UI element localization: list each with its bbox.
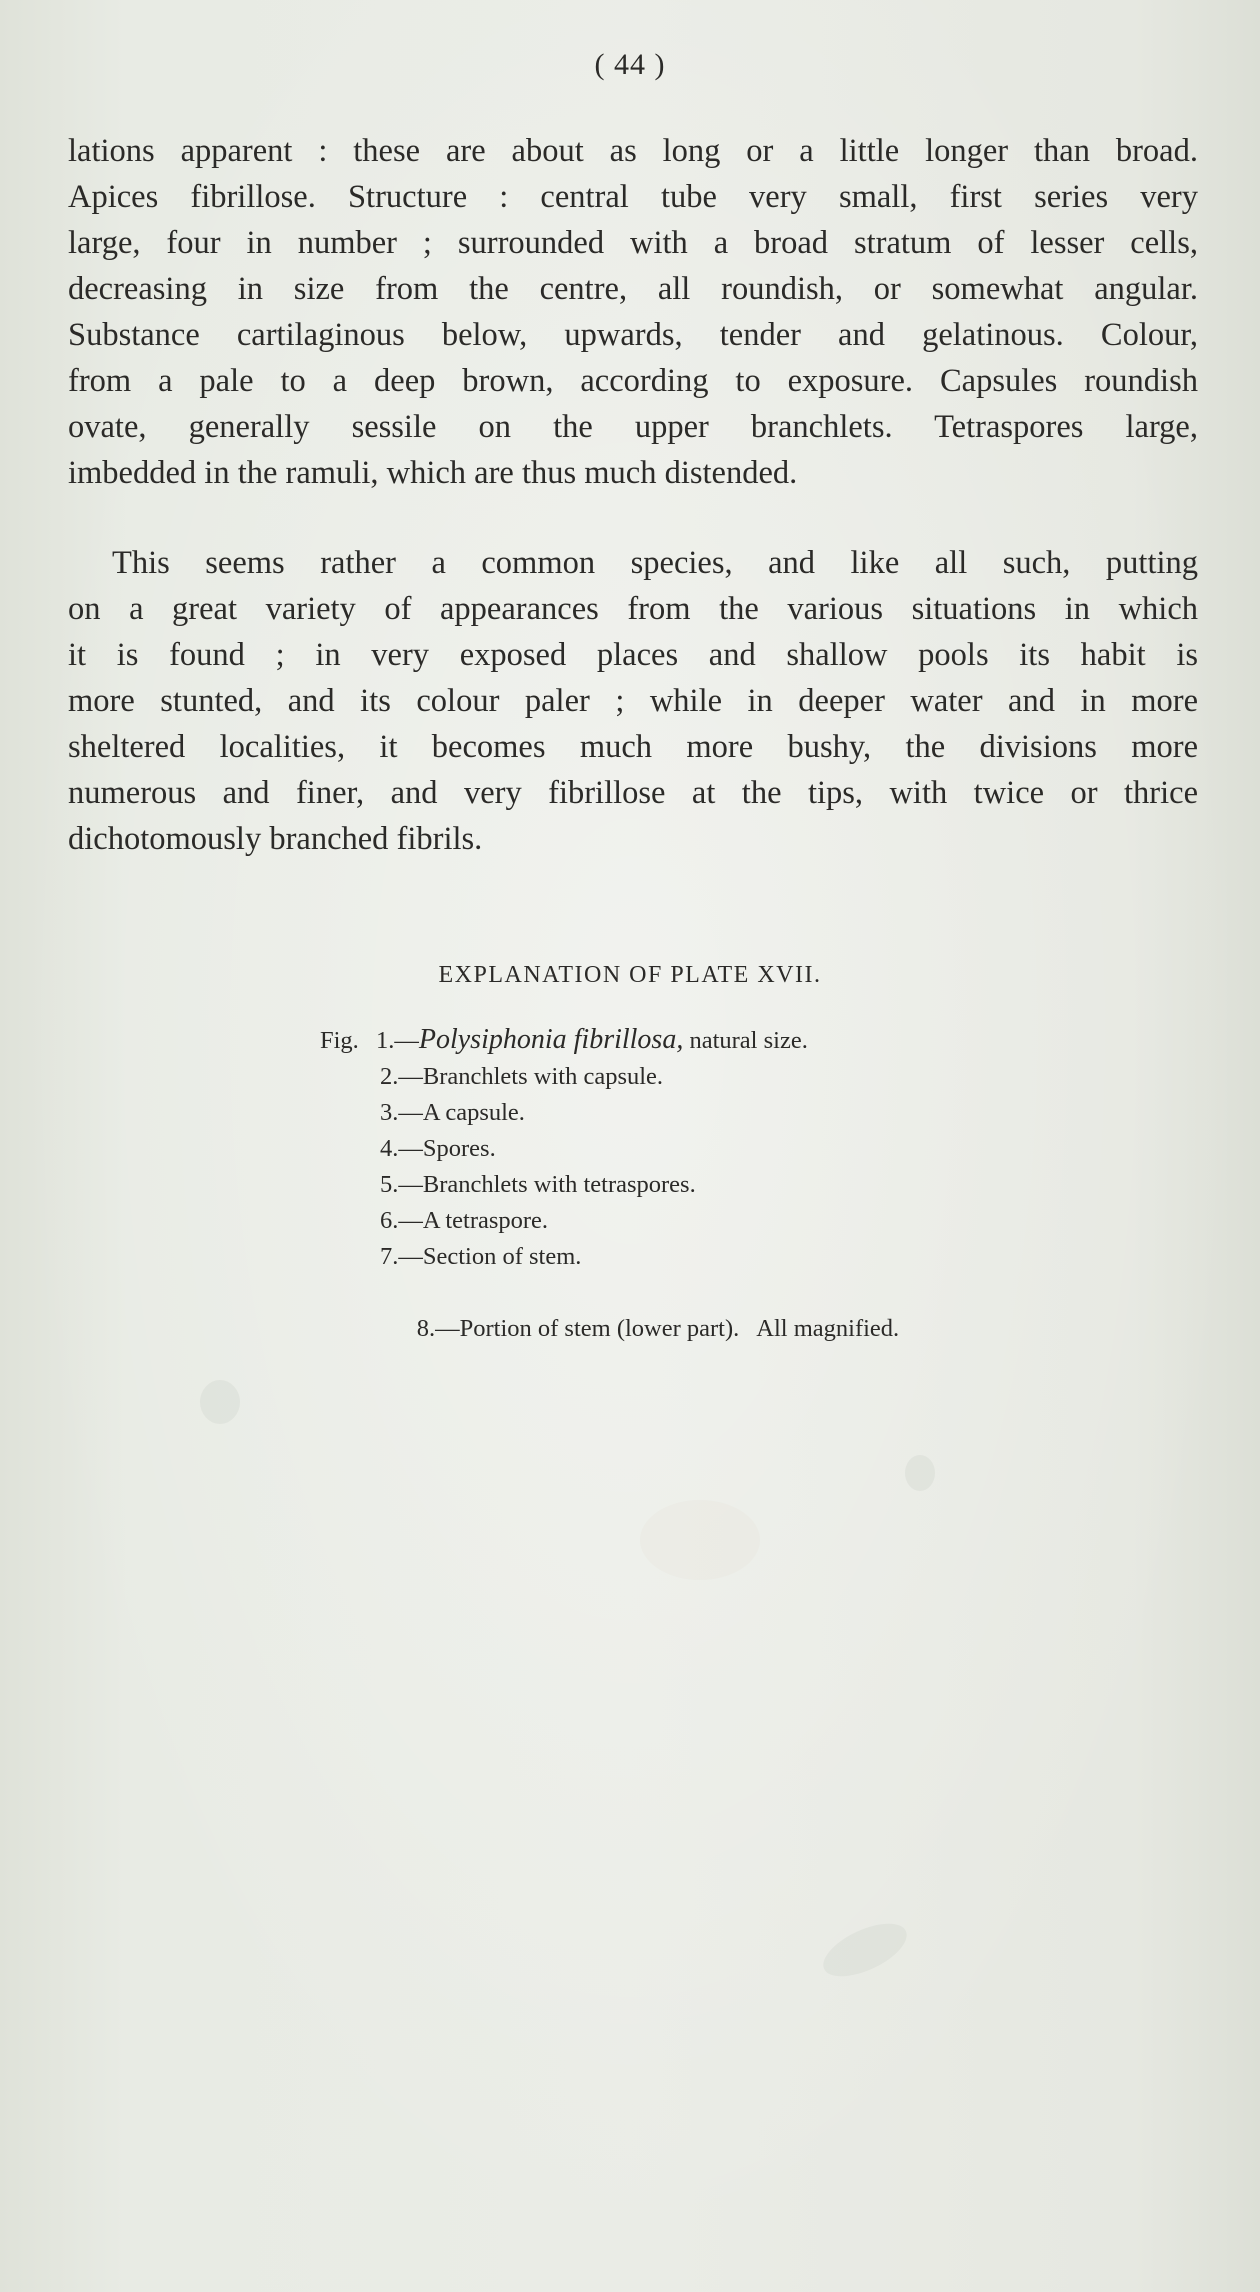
figure-item [320,1131,1080,1167]
plate-explanation-heading: EXPLANATION OF PLATE XVII. [438,962,822,988]
figure-number: 2.— [380,1063,423,1090]
paper-stain [905,1455,935,1491]
figure-caption: Branchlets with capsule. [422,1063,664,1090]
paragraph-1 [68,128,1198,496]
fig-prefix: Fig. [320,1027,359,1054]
figure-caption: Section of stem. [422,1243,582,1270]
paper-stain [816,1913,914,1987]
figure-caption: Portion of stem (lower part). All magnified. [459,1315,900,1342]
text-line: Apices fibrillose. Structure : central tube very small, first series very [68,179,1198,215]
figure-number: 7.— [380,1243,423,1270]
text-line: on a great variety of appearances from the various situations in which [68,591,1198,627]
text-line: decreasing in size from the centre, all roundish, or somewhat angular. [68,271,1198,307]
text-line: sheltered localities, it becomes much more bushy, the divisions more [68,729,1198,765]
figure-caption: Branchlets with tetraspores. [422,1171,696,1198]
figure-item [320,1059,1080,1095]
text-line: imbedded in the ramuli, which are thus much distended. [68,455,798,491]
text-line: it is found ; in very exposed places and shallow pools its habit is [68,637,1198,673]
figure-number: 4.— [380,1135,423,1162]
figure-number: 6.— [380,1207,423,1234]
figure-item [320,1275,1080,1383]
text-line: This seems rather a common species, and like all such, putting [112,545,1198,581]
page-number: ( 44 ) [594,48,666,81]
text-line: ovate, generally sessile on the upper branchlets. Tetraspores large, [68,409,1198,445]
figure-number: 5.— [380,1171,423,1198]
text-line: dichotomously branched fibrils. [68,821,483,857]
figure-caption: natural size. [683,1027,808,1054]
figure-item [320,1167,1080,1203]
figure-caption: Spores. [422,1135,496,1162]
figure-caption: A capsule. [422,1099,525,1126]
figure-item [320,1239,1080,1275]
figure-number: 8.— [416,1315,460,1342]
paper-stain [200,1380,240,1424]
text-line: numerous and finer, and very fibrillose at the tips, with twice or thrice [68,775,1198,811]
text-line: lations apparent : these are about as long or a little longer than broad. [68,133,1198,169]
figure-number: 3.— [380,1099,423,1126]
figure-number: 1.— [376,1027,419,1054]
figure-list [320,1022,1080,1383]
paper-stain [640,1500,760,1580]
species-name: Polysiphonia fibrillosa, [418,1024,684,1055]
text-line: large, four in number ; surrounded with a broad stratum of lesser cells, [68,225,1198,261]
text-line: more stunted, and its colour paler ; while in deeper water and in more [68,683,1198,719]
text-line: from a pale to a deep brown, according to exposure. Capsules roundish [68,363,1198,399]
paragraph-2 [68,540,1198,862]
figure-item [320,1203,1080,1239]
text-line: Substance cartilaginous below, upwards, tender and gelatinous. Colour, [68,317,1198,353]
figure-caption: A tetraspore. [422,1207,549,1234]
figure-item [320,1095,1080,1131]
figure-item [320,1022,1080,1059]
